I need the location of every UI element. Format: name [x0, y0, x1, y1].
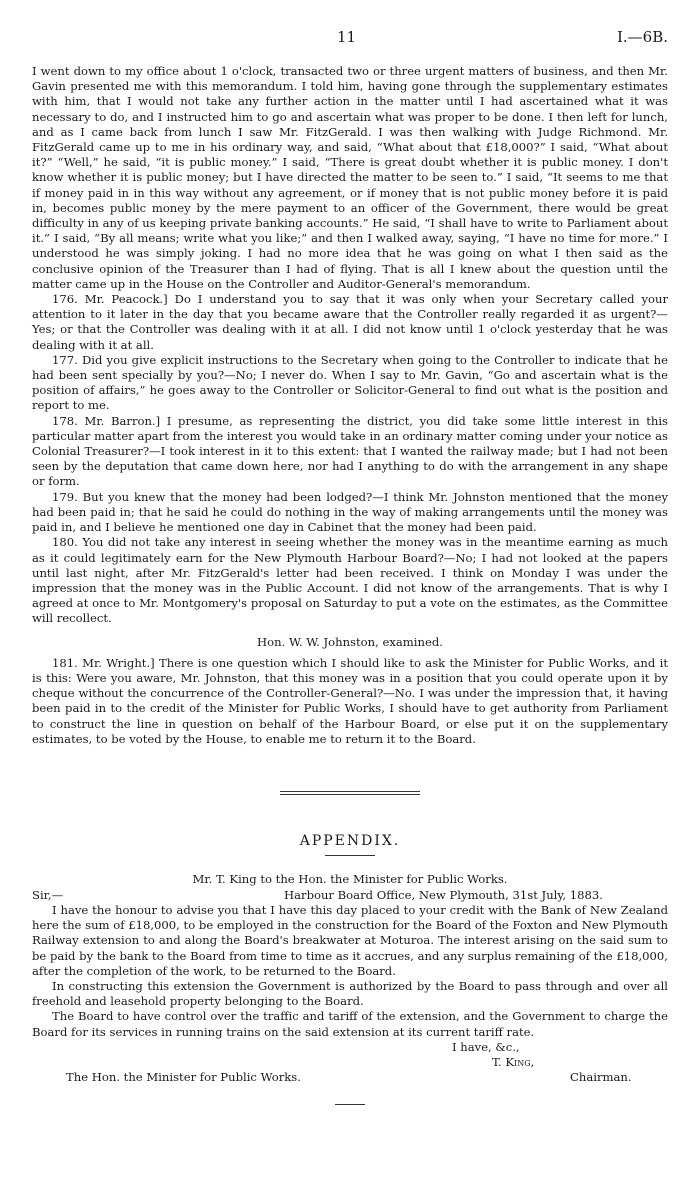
- recipient: The Hon. the Minister for Public Works.: [66, 1069, 301, 1084]
- appendix-title: APPENDIX.: [299, 832, 401, 849]
- title-underline: [325, 855, 375, 856]
- signature-title: Chairman.: [570, 1069, 632, 1084]
- paragraph-179: 179. But you knew that the money had been lodged?—I think Mr. Johnston mentioned that the money had been paid in; that he said he could do nothing in the way of making arrangements until the money was paid in, and I believe he mentioned one day in Cabinet that the money had been paid.: [32, 489, 668, 535]
- paragraph-180: 180. You did not take any interest in seeing whether the money was in the meantime earning as much as it could legitimately earn for the New Plymouth Harbour Board?—No; I had not looked at the papers until last night, after Mr. FitzGerald's letter had been received. I think on Monday I was under the impression that the money was in the Public Account. I did not know of the arrangements. That is why I agreed at once to Mr. Montgomery's proposal on Saturday to put a vote on the estimates, as the Committee will recollect.: [32, 535, 668, 626]
- page-number: 11: [337, 28, 357, 46]
- end-rule: [335, 1104, 365, 1105]
- letter-paragraph: In constructing this extension the Government is authorized by the Board to pass through and over all freehold and leasehold property belonging to the Board.: [32, 978, 668, 1009]
- paragraph-181: 181. Mr. Wright.] There is one question which I should like to ask the Minister for Public Works, and it is this: Were you aware, Mr. Johnston, that this money was in a position that you could operate upon it by cheque without the concurrence of the Controller-General?—No. I was under the impression that, it having been paid in to the credit of the Minister for Public Works, I should have to get authority from Parliament to construct the line in question on behalf of the Harbour Board, or else put it on the supplementary estimates, to be voted by the House, to enable me to return it to the Board.: [32, 655, 668, 746]
- salutation-line: [32, 888, 668, 903]
- appendix-letter: [32, 888, 668, 1086]
- document-code: I.—6B.: [616, 28, 668, 46]
- closing-phrase: I have, &c.,: [452, 1039, 520, 1054]
- paragraph-177: 177. Did you give explicit instructions to the Secretary when going to the Controller to indicate that he had been sent specially by you?—No; I never do. When I say to Mr. Gavin, “Go and ascertain what is the position of affairs,” he goes away to the Controller or Solicitor-General to find out what is the position and report to me.: [32, 352, 668, 413]
- signature: T. King,: [492, 1054, 535, 1069]
- letter-heading: Mr. T. King to the Hon. the Minister for Public Works.: [192, 871, 508, 886]
- paragraph-176: 176. Mr. Peacock.] Do I understand you to say that it was only when your Secretary called your attention to it later in the day that you became aware that the Controller really regarded it as urgent?—Yes; or that the Controller was dealing with it at all. I did not know until 1 o'clock yesterday that he was dealing with it at all.: [32, 292, 668, 352]
- section-divider: [280, 791, 420, 795]
- page-header: [32, 28, 668, 54]
- letter-closing: [32, 1040, 668, 1086]
- document-page: [32, 28, 668, 1105]
- evidence-text: [32, 64, 668, 747]
- paragraph-178: 178. Mr. Barron.] I presume, as representing the district, you did take some little interest in this particular matter apart from the interest you would take in an ordinary matter coming under your notice as Colonial Treasurer?—I took interest in it to this extent: that I wanted the railway made; but I had not been seen by the deputation that came down here, nor had I anything to do with the arrangement in any shape or form.: [32, 413, 668, 489]
- paragraph-continued: I went down to my office about 1 o'clock, transacted two or three urgent matters of business, and then Mr. Gavin presented me with this memorandum. I told him, having gone through the supplementary estimates with him, that I would not take any further action in the matter until I had ascertained what it was necessary to do, and I instructed him to go and ascertain what was proper to be done. I then left for lunch, and as I came back from lunch I saw Mr. FitzGerald. I was then walking with Judge Richmond. Mr. FitzGerald came up to me in his ordinary way, and said, “What about that £18,000?” I said, “What about it?” “Well,” he said, “it is public money.” I said, “There is great doubt whether it is public money. I don't know whether it is public money; but I have directed the matter to be seen to.” I said, “It seems to me that if money paid in in this way without any agreement, or if money that is not public money before it is paid in, becomes public money by the mere payment to an officer of the Government, there would be great difficulty in any of us keeping private banking accounts.” He said, “I shall have to write to Parliament about it.” I said, “By all means; write what you like;” and then I walked away, saying, “I have no time for more.” I understood he was simply joking. I had no more idea that he was going on what I then said as the conclusive opinion of the Treasurer than I had of flying. That is all I knew about the question until the matter came up in the House on the Controller and Auditor-General's memorandum.: [32, 64, 668, 291]
- letter-paragraph: I have the honour to advise you that I have this day placed to your credit with the Bank of New Zealand here the sum of £18,000, to be employed in the construction for the Board of the Foxton and New Plymouth Railway extension to and along the Board's breakwater at Moturoa. The interest arising on the said sum to be paid by the bank to the Board from time to time as it accrues, and any surplus remaining of the £18,000, after the completion of the work, to be returned to the Board.: [32, 902, 668, 978]
- letter-address: Harbour Board Office, New Plymouth, 31st July, 1883.: [284, 887, 603, 902]
- examined-heading: Hon. W. W. Johnston, examined.: [257, 634, 443, 649]
- salutation: Sir,—: [32, 887, 64, 902]
- letter-paragraph: The Board to have control over the traffic and tariff of the extension, and the Government to charge the Board for its services in running trains on the said extension at its current tariff rate.: [32, 1009, 668, 1039]
